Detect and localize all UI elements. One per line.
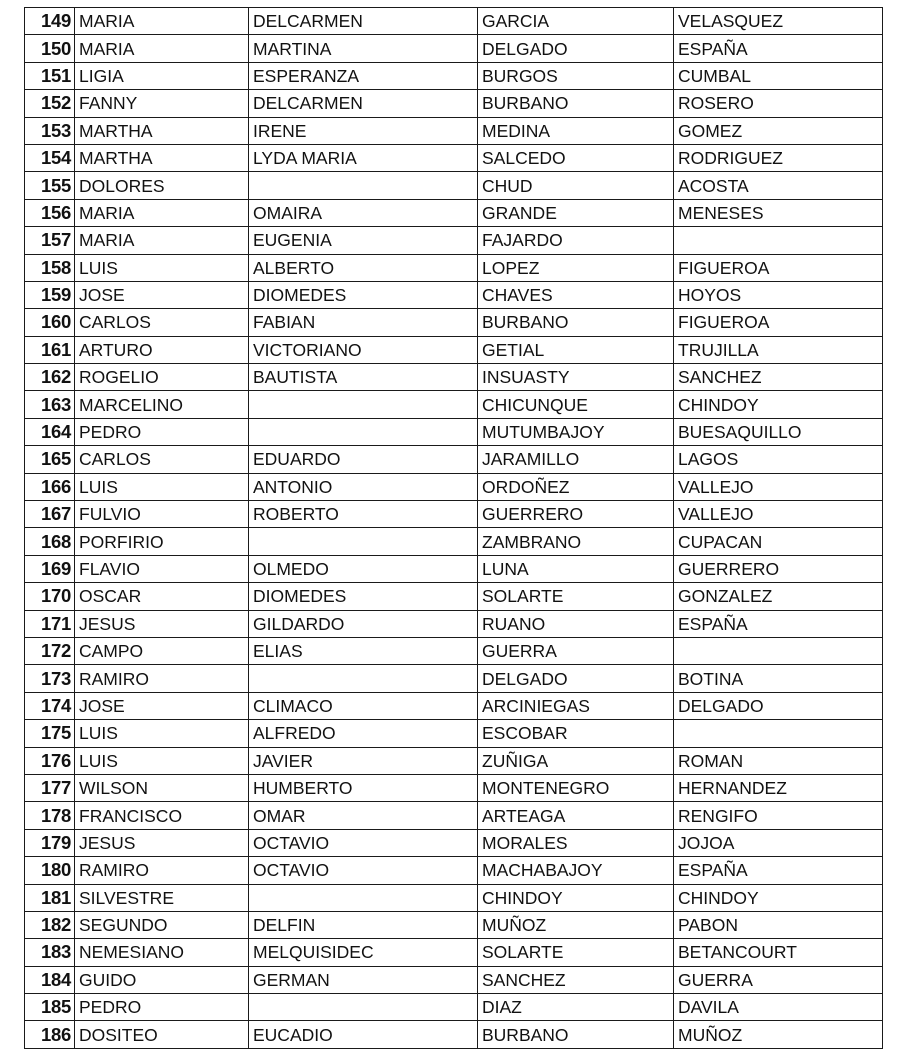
second-name-cell: MARTINA xyxy=(249,35,478,62)
table-row xyxy=(25,829,883,856)
second-surname-cell: JOJOA xyxy=(674,829,883,856)
first-name-cell: JOSE xyxy=(75,692,249,719)
first-surname-cell: ZAMBRANO xyxy=(478,528,674,555)
second-name-cell: EDUARDO xyxy=(249,446,478,473)
first-name-cell: FLAVIO xyxy=(75,555,249,582)
table-row xyxy=(25,665,883,692)
first-surname-cell: ZUÑIGA xyxy=(478,747,674,774)
first-name-cell: CARLOS xyxy=(75,446,249,473)
second-name-cell: GERMAN xyxy=(249,966,478,993)
row-number-cell: 161 xyxy=(25,336,75,363)
table-row xyxy=(25,309,883,336)
first-name-cell: ARTURO xyxy=(75,336,249,363)
first-name-cell: WILSON xyxy=(75,774,249,801)
table-row xyxy=(25,911,883,938)
first-name-cell: GUIDO xyxy=(75,966,249,993)
first-surname-cell: SANCHEZ xyxy=(478,966,674,993)
second-name-cell: FABIAN xyxy=(249,309,478,336)
second-surname-cell: TRUJILLA xyxy=(674,336,883,363)
first-name-cell: MARIA xyxy=(75,35,249,62)
second-name-cell: JAVIER xyxy=(249,747,478,774)
second-name-cell: ELIAS xyxy=(249,637,478,664)
second-name-cell: OMAR xyxy=(249,802,478,829)
first-name-cell: PORFIRIO xyxy=(75,528,249,555)
first-name-cell: SILVESTRE xyxy=(75,884,249,911)
second-surname-cell: VALLEJO xyxy=(674,473,883,500)
second-surname-cell: BOTINA xyxy=(674,665,883,692)
second-surname-cell: HERNANDEZ xyxy=(674,774,883,801)
first-name-cell: DOSITEO xyxy=(75,1021,249,1048)
table-row xyxy=(25,199,883,226)
table-row xyxy=(25,501,883,528)
second-name-cell: EUGENIA xyxy=(249,227,478,254)
names-table xyxy=(24,7,883,1049)
first-name-cell: MARIA xyxy=(75,8,249,35)
first-surname-cell: MONTENEGRO xyxy=(478,774,674,801)
first-surname-cell: SOLARTE xyxy=(478,939,674,966)
first-name-cell: DOLORES xyxy=(75,172,249,199)
row-number-cell: 179 xyxy=(25,829,75,856)
first-surname-cell: MUÑOZ xyxy=(478,911,674,938)
table-row xyxy=(25,281,883,308)
second-name-cell xyxy=(249,665,478,692)
row-number-cell: 177 xyxy=(25,774,75,801)
second-name-cell: OLMEDO xyxy=(249,555,478,582)
table-row xyxy=(25,802,883,829)
second-surname-cell: ACOSTA xyxy=(674,172,883,199)
first-surname-cell: DELGADO xyxy=(478,35,674,62)
second-surname-cell: ESPAÑA xyxy=(674,857,883,884)
row-number-cell: 152 xyxy=(25,90,75,117)
second-name-cell: DELCARMEN xyxy=(249,90,478,117)
row-number-cell: 151 xyxy=(25,62,75,89)
table-row xyxy=(25,939,883,966)
first-name-cell: MARIA xyxy=(75,199,249,226)
first-surname-cell: LUNA xyxy=(478,555,674,582)
second-surname-cell: ROMAN xyxy=(674,747,883,774)
table-row xyxy=(25,473,883,500)
row-number-cell: 174 xyxy=(25,692,75,719)
first-surname-cell: DELGADO xyxy=(478,665,674,692)
table-row xyxy=(25,418,883,445)
first-name-cell: JOSE xyxy=(75,281,249,308)
first-surname-cell: GARCIA xyxy=(478,8,674,35)
table-row xyxy=(25,62,883,89)
row-number-cell: 158 xyxy=(25,254,75,281)
row-number-cell: 149 xyxy=(25,8,75,35)
second-surname-cell: VELASQUEZ xyxy=(674,8,883,35)
second-surname-cell: GUERRERO xyxy=(674,555,883,582)
first-name-cell: JESUS xyxy=(75,829,249,856)
names-table-body xyxy=(25,8,883,1049)
row-number-cell: 171 xyxy=(25,610,75,637)
second-surname-cell: BETANCOURT xyxy=(674,939,883,966)
table-row xyxy=(25,884,883,911)
second-name-cell xyxy=(249,418,478,445)
first-name-cell: SEGUNDO xyxy=(75,911,249,938)
row-number-cell: 169 xyxy=(25,555,75,582)
first-surname-cell: BURBANO xyxy=(478,90,674,117)
first-surname-cell: CHICUNQUE xyxy=(478,391,674,418)
second-surname-cell: FIGUEROA xyxy=(674,309,883,336)
second-name-cell: MELQUISIDEC xyxy=(249,939,478,966)
second-name-cell: VICTORIANO xyxy=(249,336,478,363)
document-sheet xyxy=(24,7,882,1049)
table-row xyxy=(25,747,883,774)
first-surname-cell: GUERRERO xyxy=(478,501,674,528)
first-name-cell: FRANCISCO xyxy=(75,802,249,829)
first-name-cell: LUIS xyxy=(75,747,249,774)
first-surname-cell: SALCEDO xyxy=(478,144,674,171)
table-row xyxy=(25,994,883,1021)
first-name-cell: CAMPO xyxy=(75,637,249,664)
table-row xyxy=(25,90,883,117)
second-name-cell xyxy=(249,172,478,199)
row-number-cell: 153 xyxy=(25,117,75,144)
first-name-cell: MARIA xyxy=(75,227,249,254)
second-name-cell: DIOMEDES xyxy=(249,281,478,308)
second-name-cell: EUCADIO xyxy=(249,1021,478,1048)
first-name-cell: FANNY xyxy=(75,90,249,117)
second-surname-cell: GONZALEZ xyxy=(674,583,883,610)
second-surname-cell: CUMBAL xyxy=(674,62,883,89)
first-name-cell: OSCAR xyxy=(75,583,249,610)
second-surname-cell: CHINDOY xyxy=(674,884,883,911)
second-surname-cell xyxy=(674,637,883,664)
second-surname-cell: RODRIGUEZ xyxy=(674,144,883,171)
row-number-cell: 167 xyxy=(25,501,75,528)
first-surname-cell: ARTEAGA xyxy=(478,802,674,829)
first-name-cell: NEMESIANO xyxy=(75,939,249,966)
table-row xyxy=(25,583,883,610)
second-name-cell: OCTAVIO xyxy=(249,829,478,856)
table-row xyxy=(25,254,883,281)
row-number-cell: 163 xyxy=(25,391,75,418)
second-name-cell: DELCARMEN xyxy=(249,8,478,35)
second-name-cell: ROBERTO xyxy=(249,501,478,528)
table-row xyxy=(25,336,883,363)
first-surname-cell: BURGOS xyxy=(478,62,674,89)
first-surname-cell: MACHABAJOY xyxy=(478,857,674,884)
second-name-cell xyxy=(249,994,478,1021)
table-row xyxy=(25,555,883,582)
first-surname-cell: GETIAL xyxy=(478,336,674,363)
second-surname-cell: HOYOS xyxy=(674,281,883,308)
table-row xyxy=(25,117,883,144)
row-number-cell: 155 xyxy=(25,172,75,199)
first-name-cell: FULVIO xyxy=(75,501,249,528)
table-row xyxy=(25,172,883,199)
first-surname-cell: DIAZ xyxy=(478,994,674,1021)
row-number-cell: 185 xyxy=(25,994,75,1021)
second-surname-cell: ROSERO xyxy=(674,90,883,117)
table-row xyxy=(25,446,883,473)
second-surname-cell: DELGADO xyxy=(674,692,883,719)
second-name-cell xyxy=(249,528,478,555)
first-name-cell: ROGELIO xyxy=(75,364,249,391)
row-number-cell: 156 xyxy=(25,199,75,226)
row-number-cell: 186 xyxy=(25,1021,75,1048)
second-surname-cell: SANCHEZ xyxy=(674,364,883,391)
second-name-cell: ANTONIO xyxy=(249,473,478,500)
second-name-cell: DIOMEDES xyxy=(249,583,478,610)
row-number-cell: 168 xyxy=(25,528,75,555)
second-name-cell: IRENE xyxy=(249,117,478,144)
second-surname-cell: MUÑOZ xyxy=(674,1021,883,1048)
first-surname-cell: BURBANO xyxy=(478,1021,674,1048)
first-surname-cell: GRANDE xyxy=(478,199,674,226)
table-row xyxy=(25,857,883,884)
first-surname-cell: GUERRA xyxy=(478,637,674,664)
first-name-cell: RAMIRO xyxy=(75,857,249,884)
row-number-cell: 182 xyxy=(25,911,75,938)
second-name-cell: ALBERTO xyxy=(249,254,478,281)
second-name-cell: ESPERANZA xyxy=(249,62,478,89)
second-name-cell: DELFIN xyxy=(249,911,478,938)
row-number-cell: 165 xyxy=(25,446,75,473)
first-surname-cell: ESCOBAR xyxy=(478,720,674,747)
first-name-cell: JESUS xyxy=(75,610,249,637)
second-surname-cell: MENESES xyxy=(674,199,883,226)
table-row xyxy=(25,637,883,664)
first-surname-cell: ORDOÑEZ xyxy=(478,473,674,500)
first-name-cell: MARTHA xyxy=(75,117,249,144)
first-surname-cell: CHUD xyxy=(478,172,674,199)
second-name-cell: BAUTISTA xyxy=(249,364,478,391)
table-row xyxy=(25,692,883,719)
second-surname-cell: VALLEJO xyxy=(674,501,883,528)
table-row xyxy=(25,774,883,801)
first-surname-cell: BURBANO xyxy=(478,309,674,336)
second-surname-cell: FIGUEROA xyxy=(674,254,883,281)
first-surname-cell: JARAMILLO xyxy=(478,446,674,473)
first-surname-cell: CHAVES xyxy=(478,281,674,308)
table-row xyxy=(25,966,883,993)
table-row xyxy=(25,227,883,254)
first-name-cell: RAMIRO xyxy=(75,665,249,692)
first-surname-cell: SOLARTE xyxy=(478,583,674,610)
second-surname-cell: ESPAÑA xyxy=(674,35,883,62)
second-surname-cell: GUERRA xyxy=(674,966,883,993)
table-row xyxy=(25,528,883,555)
row-number-cell: 166 xyxy=(25,473,75,500)
row-number-cell: 157 xyxy=(25,227,75,254)
row-number-cell: 150 xyxy=(25,35,75,62)
first-name-cell: CARLOS xyxy=(75,309,249,336)
second-surname-cell: LAGOS xyxy=(674,446,883,473)
second-name-cell xyxy=(249,391,478,418)
second-name-cell: ALFREDO xyxy=(249,720,478,747)
first-name-cell: MARTHA xyxy=(75,144,249,171)
second-surname-cell: BUESAQUILLO xyxy=(674,418,883,445)
second-name-cell: OCTAVIO xyxy=(249,857,478,884)
first-surname-cell: RUANO xyxy=(478,610,674,637)
second-surname-cell: PABON xyxy=(674,911,883,938)
first-name-cell: LIGIA xyxy=(75,62,249,89)
second-surname-cell: DAVILA xyxy=(674,994,883,1021)
second-name-cell: CLIMACO xyxy=(249,692,478,719)
second-name-cell xyxy=(249,884,478,911)
first-name-cell: LUIS xyxy=(75,720,249,747)
first-name-cell: LUIS xyxy=(75,254,249,281)
second-surname-cell: CUPACAN xyxy=(674,528,883,555)
row-number-cell: 154 xyxy=(25,144,75,171)
table-row xyxy=(25,8,883,35)
second-surname-cell: ESPAÑA xyxy=(674,610,883,637)
row-number-cell: 176 xyxy=(25,747,75,774)
table-row xyxy=(25,144,883,171)
second-name-cell: GILDARDO xyxy=(249,610,478,637)
row-number-cell: 184 xyxy=(25,966,75,993)
second-surname-cell: RENGIFO xyxy=(674,802,883,829)
second-name-cell: LYDA MARIA xyxy=(249,144,478,171)
first-surname-cell: CHINDOY xyxy=(478,884,674,911)
row-number-cell: 183 xyxy=(25,939,75,966)
row-number-cell: 181 xyxy=(25,884,75,911)
table-row xyxy=(25,35,883,62)
row-number-cell: 178 xyxy=(25,802,75,829)
row-number-cell: 159 xyxy=(25,281,75,308)
table-row xyxy=(25,720,883,747)
first-name-cell: PEDRO xyxy=(75,418,249,445)
row-number-cell: 172 xyxy=(25,637,75,664)
table-row xyxy=(25,391,883,418)
second-name-cell: HUMBERTO xyxy=(249,774,478,801)
first-surname-cell: MEDINA xyxy=(478,117,674,144)
row-number-cell: 170 xyxy=(25,583,75,610)
table-row xyxy=(25,1021,883,1048)
row-number-cell: 160 xyxy=(25,309,75,336)
row-number-cell: 173 xyxy=(25,665,75,692)
first-surname-cell: INSUASTY xyxy=(478,364,674,391)
first-name-cell: MARCELINO xyxy=(75,391,249,418)
table-row xyxy=(25,364,883,391)
table-row xyxy=(25,610,883,637)
second-name-cell: OMAIRA xyxy=(249,199,478,226)
second-surname-cell: CHINDOY xyxy=(674,391,883,418)
row-number-cell: 162 xyxy=(25,364,75,391)
second-surname-cell xyxy=(674,227,883,254)
first-surname-cell: LOPEZ xyxy=(478,254,674,281)
second-surname-cell: GOMEZ xyxy=(674,117,883,144)
first-surname-cell: FAJARDO xyxy=(478,227,674,254)
second-surname-cell xyxy=(674,720,883,747)
first-surname-cell: MUTUMBAJOY xyxy=(478,418,674,445)
first-surname-cell: MORALES xyxy=(478,829,674,856)
first-surname-cell: ARCINIEGAS xyxy=(478,692,674,719)
row-number-cell: 164 xyxy=(25,418,75,445)
first-name-cell: PEDRO xyxy=(75,994,249,1021)
row-number-cell: 180 xyxy=(25,857,75,884)
first-name-cell: LUIS xyxy=(75,473,249,500)
row-number-cell: 175 xyxy=(25,720,75,747)
